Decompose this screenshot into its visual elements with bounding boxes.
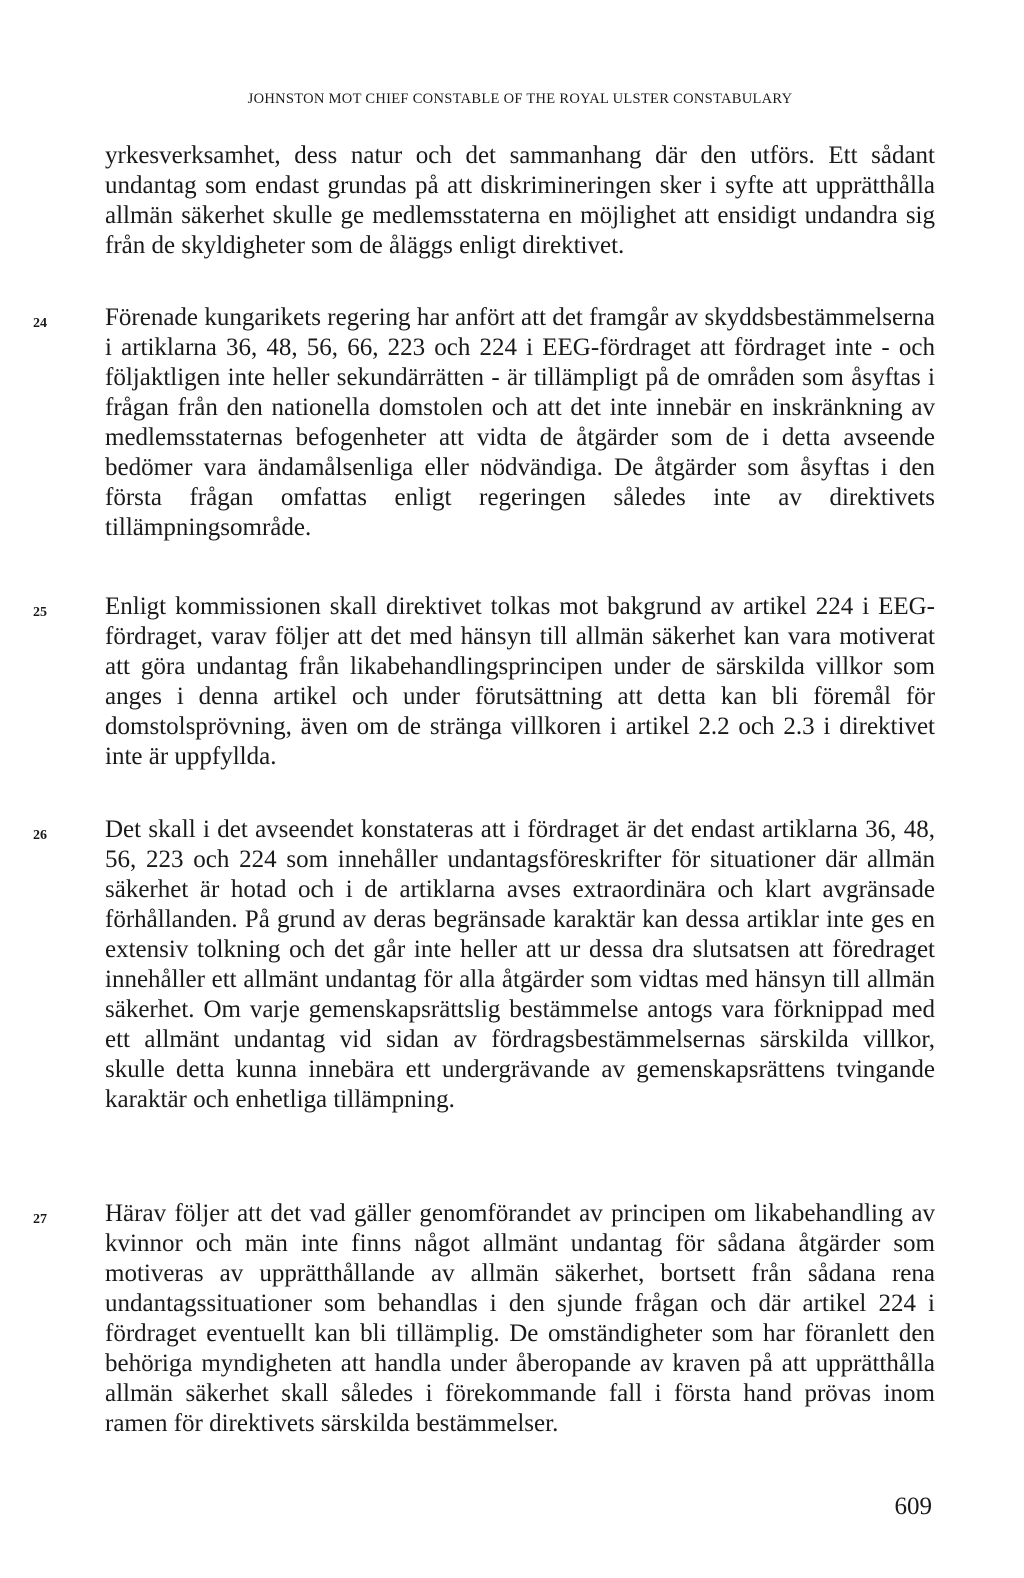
continuation-paragraph: yrkesverksamhet, dess natur och det sammanhang där den utförs. Ett sådant undantag som endast grundas på att diskrimineringen sker i syfte att upprätthålla allmän säkerhet skulle ge medlemsstaterna en möjlighet att ensidigt undandra sig från de skyldigheter som de åläggs enligt direktivet. bbox=[105, 142, 935, 259]
paragraph-number: 26 bbox=[33, 828, 47, 843]
paragraph-number: 25 bbox=[33, 605, 47, 620]
paragraph-number: 27 bbox=[33, 1212, 47, 1227]
running-head: JOHNSTON MOT CHIEF CONSTABLE OF THE ROYAL ULSTER CONSTABULARY bbox=[247, 91, 793, 107]
paragraph-text: Enligt kommissionen skall direktivet tolkas mot bakgrund av artikel 224 i EEG-fördraget, varav följer att det med hänsyn till allmän säkerhet kan vara motiverat att göra undantag från likabehandlingsprincipen under de särskilda villkor som anges i denna artikel och under förutsättning att detta kan bli föremål för domstolsprövning, även om de stränga villkoren i artikel 2.2 och 2.3 i direktivet inte är uppfyllda. bbox=[105, 593, 935, 770]
paragraph-text: Det skall i det avseendet konstateras att i fördraget är det endast artiklarna 36, 48, 56, 223 och 224 som innehåller undantagsföreskrifter för situationer där allmän säkerhet är hotad och i de artiklarna avses extraordinära och klart avgränsade förhållanden. På grund av deras begränsade karaktär kan dessa artiklar inte ges en extensiv tolkning och det går inte heller att ur dessa dra slutsatsen att föredraget innehåller ett allmänt undantag för alla åtgärder som vidtas med hänsyn till allmän säkerhet. Om varje gemenskapsrättslig bestämmelse antogs vara förknippad med ett allmänt undantag vid sidan av fördragsbestämmelsernas särskilda villkor, skulle detta kunna innebära ett undergrävande av gemenskapsrättens tvingande karaktär och enhetliga tillämpning. bbox=[105, 816, 935, 1113]
page-number: 609 bbox=[894, 1493, 932, 1520]
paragraph-text: Härav följer att det vad gäller genomförandet av principen om likabehandling av kvinnor och män inte finns något allmänt undantag för sådana åtgärder som motiveras av upprätthållande av allmän säkerhet, bortsett från sådana rena undantagssituationer som behandlas i den sjunde frågan och där artikel 224 i fördraget eventuellt kan bli tillämplig. De omständigheter som har föranlett den behöriga myndigheten att handla under åberopande av kraven på att upprätthålla allmän säkerhet skall således i förekommande fall i första hand prövas inom ramen för direktivets särskilda bestämmelser. bbox=[105, 1200, 935, 1437]
paragraph-text: Förenade kungarikets regering har anfört att det framgår av skyddsbestämmelserna i artiklarna 36, 48, 56, 66, 223 och 224 i EEG-fördraget att fördraget inte - och följaktligen inte heller sekundärrätten - är tillämpligt på de områden som åsyftas i frågan från den nationella domstolen och att det inte innebär en inskränkning av medlemsstaternas befogenheter att vidta de åtgärder som de i detta avseende bedömer vara ändamålsenliga eller nödvändiga. De åtgärder som åsyftas i den första frågan omfattas enligt regeringen således inte av direktivets tillämpningsområde. bbox=[105, 304, 935, 541]
paragraph-number: 24 bbox=[33, 316, 47, 331]
